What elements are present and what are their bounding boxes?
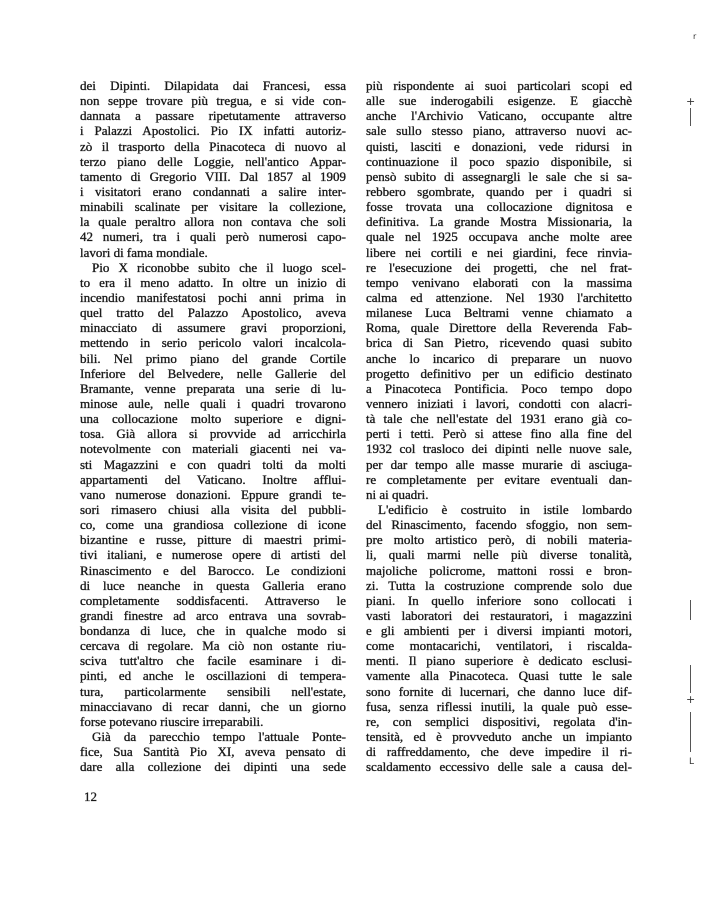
text-line: L'edificio è costruito in istile lombardo [378,501,632,517]
text-line: to era il meno adatto. In oltre un inizio di [80,274,346,290]
text-line: pensò subito di assegnargli le sale che si sa- [366,168,632,184]
text-line: 1932 col trasloco dei dipinti nelle nuove sale, [366,441,632,457]
text-line: quale nel 1925 occupava anche molte aree [366,229,632,245]
text-line: dei Dipinti. Dilapidata dai Francesi, essa [80,78,346,93]
text-line: pinti, ed anche le oscillazioni di tempera- [80,668,346,684]
text-line: Rinascimento e del Barocco. Le condizioni [80,562,346,578]
text-line: tamento di Gregorio VIII. Dal 1857 al 1909 [80,168,346,184]
text-line: mettendo in serio pericolo valori incalcola- [80,335,346,351]
text-line: Roma, quale Direttore della Reverenda Fab- [366,320,632,336]
text-line: sti Magazzini e con quadri tolti da molti [80,456,346,472]
text-line: Pio X riconobbe subito che il luogo scel- [92,259,346,275]
text-line: minabili scalinate per visitare la collezione, [80,199,346,215]
text-line: tivi italiani, e numerose opere di artisti del [80,547,346,563]
text-line: ni ai quadri. [366,486,429,502]
text-line: tempo venivano elaborati con la massima [366,274,632,290]
text-line: bondanza di luce, che in qualche modo si [80,623,346,639]
text-line: non seppe trovare più tregua, e si vide con- [80,93,346,109]
text-line: grandi finestre ad arco entrava una sovrab- [80,607,346,623]
text-line: co, come una grandiosa collezione di icone [80,517,346,533]
text-line: quel tratto del Palazzo Apostolico, aveva [80,305,346,321]
text-line: menti. Il piano superiore è dedicato esclusi- [366,653,632,669]
text-line: re l'esecuzione dei progetti, che nel frat- [366,259,632,275]
text-line: completamente soddisfacenti. Attraverso le [80,592,346,608]
text-line: sciva tutt'altro che facile esaminare i di- [80,653,346,669]
text-line: di luce neanche in questa Galleria erano [80,577,346,593]
text-line: brica di San Pietro, ricevendo quasi subito [366,335,632,351]
text-line: incendio manifestatosi pochi anni prima in [80,289,346,305]
text-line: minacciato di assumere gravi proporzioni, [80,320,346,336]
text-line: per dar tempo alle masse murarie di asciuga- [366,456,632,472]
binding-line [690,108,691,126]
text-line: majoliche policrome, mattoni rossi e bron- [366,562,632,578]
text-line: scaldamento eccessivo delle sale a causa del- [366,759,632,775]
text-line: milanese Luca Beltrami venne chiamato a [366,305,632,321]
text-line: re, con semplici dispositivi, regolata d'in- [366,713,632,729]
text-line: 42 numeri, tra i quali però numerosi capo- [80,229,346,245]
corner-mark-icon: r [693,32,697,41]
text-line: rebbero sgombrate, quando per i quadri si [366,183,632,199]
text-line: re completamente per evitare eventuali dan- [366,471,632,487]
text-line: dannata a passare ripetutamente attraverso [80,108,346,124]
binding-cross-mark-icon: + [686,95,696,108]
text-line: del Rinascimento, facendo sfoggio, non sem- [366,517,632,533]
text-line: tura, particolarmente sensibili nell'estate, [80,683,346,699]
text-line: sale sullo stesso piano, attraverso nuovi ac- [366,123,632,139]
corner-mark-icon: L [689,757,695,767]
text-line: appartamenti del Vaticano. Inoltre afflui- [80,471,346,487]
text-line: bili. Nel primo piano del grande Cortile [80,350,346,366]
text-line: progetto definitivo per un edificio destinato [366,365,632,381]
text-line: cercava di regolare. Ma ciò non ostante riu- [80,638,346,654]
text-line: pre molto artistico però, di nobili materia- [366,532,632,548]
text-line: tosa. Già allora si provvide ad arricchirla [80,426,346,442]
text-line: la quale peraltro allora non contava che soli [80,214,346,230]
text-line: vano numerose donazioni. Eppure grandi te- [80,486,346,502]
text-line: Già da parecchio tempo l'attuale Ponte- [92,729,346,745]
text-line: di raffreddamento, che deve impedire il ri- [366,744,632,760]
text-line: come montacarichi, ventilatori, i riscalda- [366,638,632,654]
text-line: quisti, lasciti e donazioni, vede ridursi in [366,138,632,154]
binding-line [690,712,691,752]
text-line: fosse trovata una collocazione dignitosa e [366,199,632,215]
text-line: vasti laboratori dei restauratori, i magazzini [366,607,632,623]
text-line: vennero iniziati i lavori, condotti con alacri- [366,395,632,411]
text-line: bizantine e russe, pitture di maestri primi- [80,532,346,548]
text-line: dare alla collezione dei dipinti una sede [80,759,346,775]
text-line: zò il trasporto della Pinacoteca di nuovo al [80,138,346,154]
text-line: a Pinacoteca Pontificia. Poco tempo dopo [366,380,632,396]
text-line: i Palazzi Apostolici. Pio IX infatti autoriz- [80,123,346,139]
text-line: fusa, senza riflessi inutili, la quale può esse- [366,698,632,714]
text-line: sono fornite di lucernari, che danno luce dif- [366,683,632,699]
text-line: anche l'Archivio Vaticano, occupante altre [366,108,632,124]
text-line: notevolmente con materiali giacenti nei va- [80,441,346,457]
text-line: sori rimasero chiusi alla visita del pubbli- [80,501,346,517]
text-line: e gli ambienti per i diversi impianti motori, [366,623,632,639]
text-line: minose aule, nelle quali i quadri trovarono [80,395,346,411]
text-line: continuazione il poco spazio disponibile, si [366,153,632,169]
text-line: perti i tetti. Però si attese fino alla fine del [366,426,632,442]
text-column-right [366,78,632,774]
binding-cross-mark-icon: + [686,693,696,706]
page-number: 12 [84,789,97,804]
text-line: i visitatori erano condannati a salire inter- [80,183,346,199]
text-line: tà tale che nell'estate del 1931 erano già co- [366,411,632,427]
binding-line [690,665,691,693]
text-line: più rispondente ai suoi particolari scopi ed [366,78,632,93]
text-line: vamente alla Pinacoteca. Quasi tutte le sale [366,668,632,684]
text-line: lavori di fama mondiale. [80,244,208,260]
text-line: tensità, ed è provveduto anche un impianto [366,729,632,745]
text-line: fice, Sua Santità Pio XI, aveva pensato di [80,744,346,760]
text-line: calma ed attenzione. Nel 1930 l'architetto [366,289,632,305]
text-line: libere nei cortili e nei giardini, fece rinvia- [366,244,632,260]
text-line: piani. In quello inferiore sono collocati i [366,592,632,608]
text-line: alle sue inderogabili esigenze. E giacchè [366,93,632,109]
text-line: forse potevano riuscire irreparabili. [80,713,264,729]
binding-line [690,600,691,620]
text-line: anche lo incarico di preparare un nuovo [366,350,632,366]
text-line: minacciavano di recar danni, che un giorno [80,698,346,714]
text-line: terzo piano delle Loggie, nell'antico Appar- [80,153,346,169]
text-column-left [80,78,346,774]
text-line: Bramante, venne preparata una serie di lu- [80,380,346,396]
text-line: definitiva. La grande Mostra Missionaria, la [366,214,632,230]
text-line: li, quali marmi nelle più diverse tonalità, [366,547,632,563]
text-line: una collocazione molto superiore e digni- [80,411,346,427]
text-line: Inferiore del Belvedere, nelle Gallerie del [80,365,346,381]
text-line: zi. Tutta la costruzione comprende solo due [366,577,632,593]
